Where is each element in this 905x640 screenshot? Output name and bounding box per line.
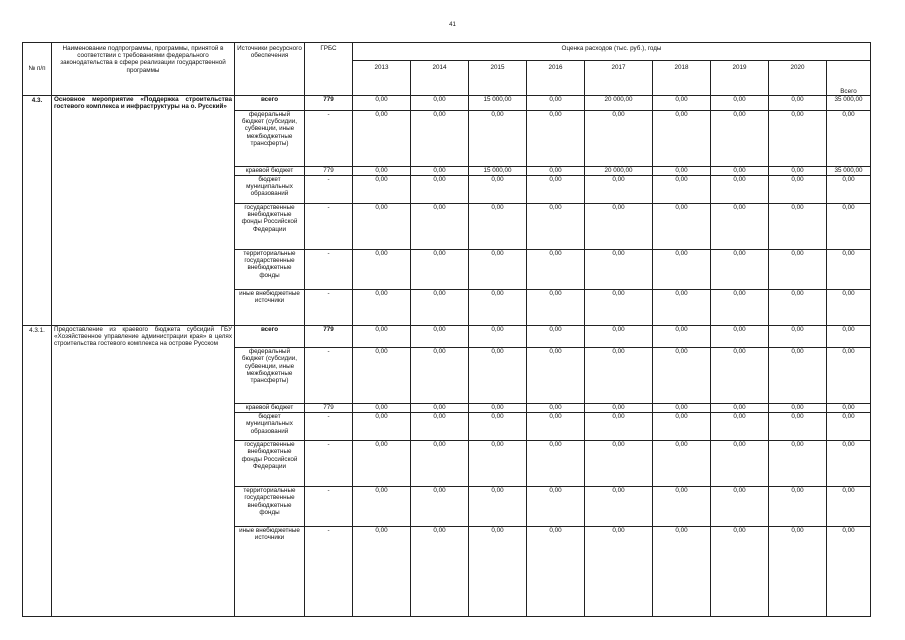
item-name-cont xyxy=(52,487,235,527)
item-number-cont xyxy=(23,404,52,413)
year-value: 0,00 xyxy=(653,325,711,347)
total-value: 0,00 xyxy=(827,325,871,347)
year-value: 0,00 xyxy=(469,487,527,527)
year-value: 0,00 xyxy=(769,441,827,487)
total-value: 0,00 xyxy=(827,487,871,527)
item-number-cont xyxy=(23,527,52,617)
item-name-cont xyxy=(52,110,235,166)
year-value: 20 000,00 xyxy=(585,96,653,111)
item-name-cont xyxy=(52,413,235,441)
grbs-code: - xyxy=(305,487,353,527)
grbs-code: - xyxy=(305,110,353,166)
grbs-code: 779 xyxy=(305,404,353,413)
table-row xyxy=(23,110,871,166)
year-value: 0,00 xyxy=(469,413,527,441)
year-value: 0,00 xyxy=(353,325,411,347)
total-value: 0,00 xyxy=(827,527,871,617)
year-value: 0,00 xyxy=(527,203,585,249)
year-value: 0,00 xyxy=(653,203,711,249)
table-row xyxy=(23,441,871,487)
total-value: 0,00 xyxy=(827,404,871,413)
header-year: 2018 xyxy=(653,61,711,96)
grbs-code: - xyxy=(305,289,353,325)
item-number: 4.3.1. xyxy=(23,325,52,347)
year-value: 0,00 xyxy=(769,289,827,325)
year-value: 0,00 xyxy=(353,441,411,487)
item-number: 4.3. xyxy=(23,96,52,111)
table-row xyxy=(23,325,871,347)
year-value: 0,00 xyxy=(469,325,527,347)
year-value: 0,00 xyxy=(653,96,711,111)
header-year: 2017 xyxy=(585,61,653,96)
table-row xyxy=(23,527,871,617)
year-value: 0,00 xyxy=(585,348,653,404)
header-num: № п/п xyxy=(23,43,52,96)
grbs-code: 779 xyxy=(305,325,353,347)
year-value: 0,00 xyxy=(527,249,585,289)
item-number-cont xyxy=(23,289,52,325)
year-value: 0,00 xyxy=(411,487,469,527)
year-value: 0,00 xyxy=(653,487,711,527)
grbs-code: - xyxy=(305,348,353,404)
item-number-cont xyxy=(23,413,52,441)
table-row xyxy=(23,166,871,175)
expense-table xyxy=(22,42,871,617)
header-year: 2013 xyxy=(353,61,411,96)
year-value: 0,00 xyxy=(411,175,469,203)
year-value: 0,00 xyxy=(527,348,585,404)
total-value: 0,00 xyxy=(827,289,871,325)
year-value: 15 000,00 xyxy=(469,166,527,175)
year-value: 0,00 xyxy=(653,348,711,404)
item-name-cont xyxy=(52,166,235,175)
funding-source: территориальные государственные внебюджетные фонды xyxy=(235,487,305,527)
header-estimate: Оценка расходов (тыс. руб.), годы xyxy=(353,43,871,61)
funding-source: всего xyxy=(235,96,305,111)
year-value: 0,00 xyxy=(769,249,827,289)
grbs-code: - xyxy=(305,441,353,487)
item-name-cont xyxy=(52,404,235,413)
page-number: 41 xyxy=(449,22,456,28)
year-value: 0,00 xyxy=(653,249,711,289)
year-value: 0,00 xyxy=(769,203,827,249)
funding-source: иные внебюджетные источники xyxy=(235,289,305,325)
year-value: 0,00 xyxy=(769,166,827,175)
total-value: 0,00 xyxy=(827,249,871,289)
year-value: 0,00 xyxy=(711,203,769,249)
year-value: 0,00 xyxy=(585,325,653,347)
item-number-cont xyxy=(23,348,52,404)
year-value: 0,00 xyxy=(769,110,827,166)
year-value: 0,00 xyxy=(711,487,769,527)
item-name-cont xyxy=(52,527,235,617)
year-value: 0,00 xyxy=(711,110,769,166)
year-value: 0,00 xyxy=(585,441,653,487)
year-value: 0,00 xyxy=(711,289,769,325)
year-value: 0,00 xyxy=(653,404,711,413)
year-value: 0,00 xyxy=(527,404,585,413)
item-number-cont xyxy=(23,249,52,289)
total-value: 35 000,00 xyxy=(827,166,871,175)
year-value: 15 000,00 xyxy=(469,96,527,111)
year-value: 0,00 xyxy=(469,110,527,166)
year-value: 0,00 xyxy=(469,404,527,413)
funding-source: краевой бюджет xyxy=(235,404,305,413)
item-number-cont xyxy=(23,110,52,166)
header-year: 2019 xyxy=(711,61,769,96)
total-value: 0,00 xyxy=(827,203,871,249)
year-value: 0,00 xyxy=(527,413,585,441)
year-value: 20 000,00 xyxy=(585,166,653,175)
year-value: 0,00 xyxy=(653,441,711,487)
year-value: 0,00 xyxy=(585,203,653,249)
total-value: 0,00 xyxy=(827,441,871,487)
year-value: 0,00 xyxy=(411,249,469,289)
year-value: 0,00 xyxy=(469,289,527,325)
year-value: 0,00 xyxy=(711,527,769,617)
header-source: Источники ресурсного обеспечения xyxy=(235,43,305,96)
item-number-cont xyxy=(23,203,52,249)
year-value: 0,00 xyxy=(411,203,469,249)
year-value: 0,00 xyxy=(353,413,411,441)
year-value: 0,00 xyxy=(653,413,711,441)
grbs-code: - xyxy=(305,203,353,249)
table-row xyxy=(23,348,871,404)
year-value: 0,00 xyxy=(353,110,411,166)
year-value: 0,00 xyxy=(353,289,411,325)
item-number-cont xyxy=(23,487,52,527)
grbs-code: - xyxy=(305,413,353,441)
table-row xyxy=(23,96,871,111)
funding-source: бюджет муниципальных образований xyxy=(235,413,305,441)
year-value: 0,00 xyxy=(769,96,827,111)
funding-source: территориальные государственные внебюджетные фонды xyxy=(235,249,305,289)
year-value: 0,00 xyxy=(769,325,827,347)
grbs-code: - xyxy=(305,527,353,617)
year-value: 0,00 xyxy=(585,249,653,289)
year-value: 0,00 xyxy=(411,441,469,487)
year-value: 0,00 xyxy=(585,527,653,617)
year-value: 0,00 xyxy=(353,527,411,617)
year-value: 0,00 xyxy=(411,96,469,111)
table-row xyxy=(23,203,871,249)
item-number-cont xyxy=(23,441,52,487)
table-row xyxy=(23,487,871,527)
year-value: 0,00 xyxy=(527,527,585,617)
year-value: 0,00 xyxy=(585,175,653,203)
year-value: 0,00 xyxy=(527,96,585,111)
year-value: 0,00 xyxy=(585,404,653,413)
total-value: 0,00 xyxy=(827,413,871,441)
year-value: 0,00 xyxy=(411,413,469,441)
total-value: 0,00 xyxy=(827,175,871,203)
funding-source: государственные внебюджетные фонды Российской Федерации xyxy=(235,441,305,487)
year-value: 0,00 xyxy=(769,404,827,413)
year-value: 0,00 xyxy=(411,404,469,413)
year-value: 0,00 xyxy=(585,110,653,166)
year-value: 0,00 xyxy=(711,249,769,289)
year-value: 0,00 xyxy=(353,487,411,527)
year-value: 0,00 xyxy=(469,348,527,404)
year-value: 0,00 xyxy=(711,96,769,111)
header-total: Всего xyxy=(827,61,871,96)
year-value: 0,00 xyxy=(411,110,469,166)
year-value: 0,00 xyxy=(527,175,585,203)
year-value: 0,00 xyxy=(711,166,769,175)
header-year: 2015 xyxy=(469,61,527,96)
year-value: 0,00 xyxy=(711,348,769,404)
total-value: 0,00 xyxy=(827,348,871,404)
year-value: 0,00 xyxy=(353,249,411,289)
funding-source: иные внебюджетные источники xyxy=(235,527,305,617)
year-value: 0,00 xyxy=(527,325,585,347)
year-value: 0,00 xyxy=(353,166,411,175)
table-row xyxy=(23,404,871,413)
funding-source: краевой бюджет xyxy=(235,166,305,175)
year-value: 0,00 xyxy=(411,527,469,617)
year-value: 0,00 xyxy=(585,289,653,325)
year-value: 0,00 xyxy=(353,203,411,249)
year-value: 0,00 xyxy=(653,175,711,203)
funding-source: всего xyxy=(235,325,305,347)
year-value: 0,00 xyxy=(353,404,411,413)
table-row xyxy=(23,249,871,289)
year-value: 0,00 xyxy=(527,166,585,175)
grbs-code: 779 xyxy=(305,166,353,175)
year-value: 0,00 xyxy=(711,175,769,203)
year-value: 0,00 xyxy=(527,441,585,487)
item-name-cont xyxy=(52,348,235,404)
year-value: 0,00 xyxy=(469,441,527,487)
funding-source: государственные внебюджетные фонды Российской Федерации xyxy=(235,203,305,249)
year-value: 0,00 xyxy=(411,289,469,325)
year-value: 0,00 xyxy=(769,348,827,404)
total-value: 35 000,00 xyxy=(827,96,871,111)
year-value: 0,00 xyxy=(585,413,653,441)
year-value: 0,00 xyxy=(469,175,527,203)
header-name: Наименование подпрограммы, программы, принятой в соответствии с требованиями федерального законодательства в сфере реализации государственной программы xyxy=(52,43,235,96)
header-year: 2014 xyxy=(411,61,469,96)
year-value: 0,00 xyxy=(411,325,469,347)
year-value: 0,00 xyxy=(469,203,527,249)
header-row-top xyxy=(23,43,871,61)
table-row xyxy=(23,289,871,325)
funding-source: федеральный бюджет (субсидии, субвенции, иные межбюджетные трансферты) xyxy=(235,348,305,404)
funding-source: федеральный бюджет (субсидии, субвенции, иные межбюджетные трансферты) xyxy=(235,110,305,166)
header-year: 2016 xyxy=(527,61,585,96)
year-value: 0,00 xyxy=(527,289,585,325)
item-name: Предоставление из краевого бюджета субсидий ГБУ «Хозяйственное управление администрации края» в целях строительства гостевого комплекса на острове Русском xyxy=(52,325,235,347)
year-value: 0,00 xyxy=(653,289,711,325)
year-value: 0,00 xyxy=(769,175,827,203)
year-value: 0,00 xyxy=(711,325,769,347)
year-value: 0,00 xyxy=(711,441,769,487)
year-value: 0,00 xyxy=(653,166,711,175)
item-name-cont xyxy=(52,203,235,249)
year-value: 0,00 xyxy=(769,413,827,441)
year-value: 0,00 xyxy=(527,110,585,166)
total-value: 0,00 xyxy=(827,110,871,166)
year-value: 0,00 xyxy=(469,527,527,617)
item-name-cont xyxy=(52,441,235,487)
grbs-code: - xyxy=(305,175,353,203)
year-value: 0,00 xyxy=(769,527,827,617)
header-grbs: ГРБС xyxy=(305,43,353,96)
year-value: 0,00 xyxy=(585,487,653,527)
year-value: 0,00 xyxy=(711,404,769,413)
item-name: Основное мероприятие «Поддержка строительства гостевого комплекса и инфраструктуры на о. Русский» xyxy=(52,96,235,111)
year-value: 0,00 xyxy=(769,487,827,527)
year-value: 0,00 xyxy=(353,348,411,404)
funding-source: бюджет муниципальных образований xyxy=(235,175,305,203)
year-value: 0,00 xyxy=(653,110,711,166)
item-number-cont xyxy=(23,166,52,175)
grbs-code: 779 xyxy=(305,96,353,111)
year-value: 0,00 xyxy=(411,166,469,175)
year-value: 0,00 xyxy=(411,348,469,404)
year-value: 0,00 xyxy=(353,96,411,111)
item-name-cont xyxy=(52,249,235,289)
year-value: 0,00 xyxy=(527,487,585,527)
year-value: 0,00 xyxy=(653,527,711,617)
item-name-cont xyxy=(52,289,235,325)
year-value: 0,00 xyxy=(469,249,527,289)
table-row xyxy=(23,413,871,441)
grbs-code: - xyxy=(305,249,353,289)
year-value: 0,00 xyxy=(353,175,411,203)
item-number-cont xyxy=(23,175,52,203)
year-value: 0,00 xyxy=(711,413,769,441)
table-row xyxy=(23,175,871,203)
item-name-cont xyxy=(52,175,235,203)
header-year: 2020 xyxy=(769,61,827,96)
